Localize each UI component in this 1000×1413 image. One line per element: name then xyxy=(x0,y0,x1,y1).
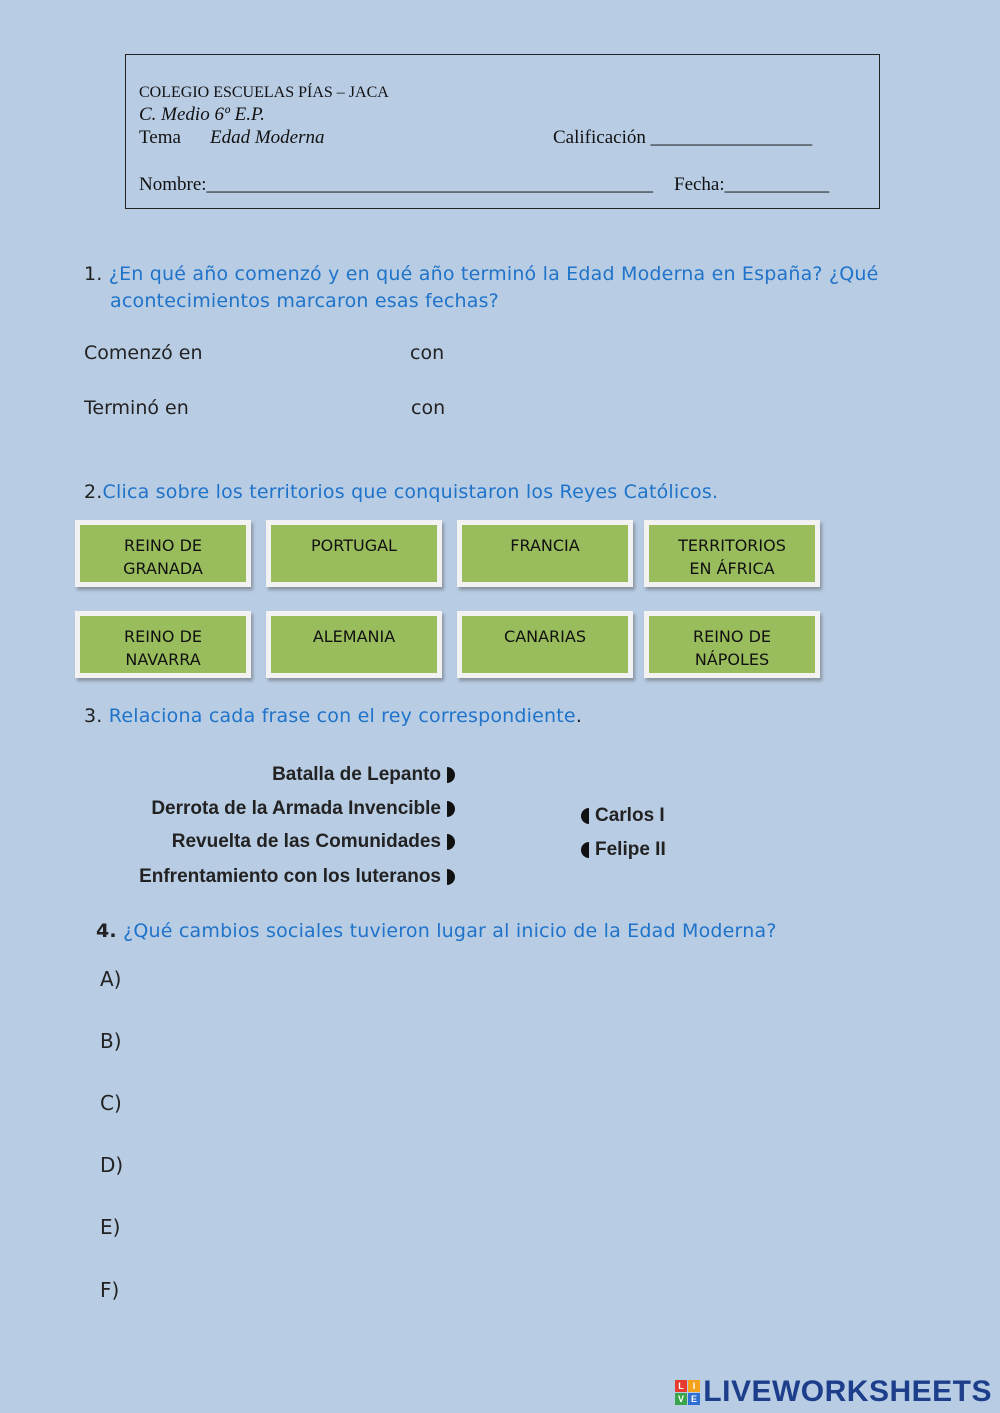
q1-question-line1: ¿En qué año comenzó y en qué año terminó la Edad Moderna en España? ¿Qué xyxy=(108,263,879,285)
match-connector-dot[interactable] xyxy=(447,834,455,850)
tile-label: REINO DE xyxy=(123,627,203,646)
tile-reino-de-granada[interactable] xyxy=(75,520,251,587)
match-item-comunidades xyxy=(172,831,455,853)
liveworksheets-logo-icon xyxy=(675,1380,700,1405)
logo-mark-letter: L xyxy=(675,1380,687,1392)
q2-question: Clica sobre los territorios que conquistaron los Reyes Católicos. xyxy=(102,481,719,503)
tema-value: Edad Moderna xyxy=(210,127,325,148)
tile-label: CANARIAS xyxy=(504,627,586,646)
answer-label-f: F) xyxy=(100,1278,120,1302)
calificacion-field: Calificación _________________ xyxy=(553,127,813,148)
match-left-label: Revuelta de las Comunidades xyxy=(171,831,441,852)
q1-question-line2: acontecimientos marcaron esas fechas? xyxy=(110,290,499,312)
tile-label: EN ÁFRICA xyxy=(689,559,775,578)
tile-label: NÁPOLES xyxy=(694,650,770,669)
tile-territorios-en-africa[interactable] xyxy=(644,520,820,587)
match-target-felipe xyxy=(581,839,666,861)
tile-label: PORTUGAL xyxy=(311,536,397,555)
q4-title xyxy=(96,920,777,942)
tile-label: NAVARRA xyxy=(125,650,201,669)
logo-text: LIVEWORKSHEETS xyxy=(703,1375,992,1408)
tile-canarias[interactable] xyxy=(457,611,633,678)
tile-label: GRANADA xyxy=(123,559,203,578)
match-connector-dot[interactable] xyxy=(447,767,455,783)
q3-period: . xyxy=(575,705,583,727)
q1-con-label-1: con xyxy=(410,342,445,364)
match-left-label: Derrota de la Armada Invencible xyxy=(151,798,441,819)
match-connector-dot[interactable] xyxy=(447,801,455,817)
q2-number: 2. xyxy=(84,481,103,503)
answer-label-e: E) xyxy=(100,1215,121,1239)
tile-reino-de-napoles[interactable] xyxy=(644,611,820,678)
tile-reino-de-navarra[interactable] xyxy=(75,611,251,678)
match-target-carlos xyxy=(581,805,665,827)
q1-termino-label: Terminó en xyxy=(84,397,189,419)
tile-label: FRANCIA xyxy=(510,536,580,555)
tema-label: Tema xyxy=(139,127,181,148)
q1-number: 1. xyxy=(84,263,103,285)
match-item-lepanto xyxy=(272,764,455,786)
liveworksheets-logo xyxy=(675,1375,992,1409)
match-right-label: Carlos I xyxy=(595,805,665,826)
q3-question: Relaciona cada frase con el rey correspondiente xyxy=(108,705,576,727)
q4-number: 4. xyxy=(96,920,117,942)
q1-comenzo-label: Comenzó en xyxy=(84,342,203,364)
nombre-field: Nombre:_______________________________________________ xyxy=(139,174,654,195)
match-item-luteranos xyxy=(139,866,455,888)
answer-label-b: B) xyxy=(100,1029,122,1053)
answer-label-c: C) xyxy=(100,1091,122,1115)
tile-portugal[interactable] xyxy=(266,520,442,587)
answer-label-a: A) xyxy=(100,967,122,991)
school-name: COLEGIO ESCUELAS PÍAS – JACA xyxy=(139,84,389,101)
match-right-label: Felipe II xyxy=(595,839,666,860)
match-connector-dot[interactable] xyxy=(581,808,589,824)
match-left-label: Batalla de Lepanto xyxy=(272,764,441,785)
q4-question: ¿Qué cambios sociales tuvieron lugar al inicio de la Edad Moderna? xyxy=(123,920,777,942)
match-item-armada xyxy=(151,798,455,820)
q1-con-label-2: con xyxy=(411,397,446,419)
match-connector-dot[interactable] xyxy=(581,842,589,858)
tile-francia[interactable] xyxy=(457,520,633,587)
tile-alemania[interactable] xyxy=(266,611,442,678)
logo-mark-letter: I xyxy=(688,1380,700,1392)
fecha-field: Fecha:___________ xyxy=(674,174,830,195)
tile-label: TERRITORIOS xyxy=(678,536,786,555)
answer-label-d: D) xyxy=(100,1153,124,1177)
q1-title xyxy=(84,263,879,285)
logo-mark-letter: V xyxy=(675,1393,687,1405)
match-left-label: Enfrentamiento con los luteranos xyxy=(139,866,441,887)
q3-number: 3. xyxy=(84,705,103,727)
tile-label: REINO DE xyxy=(123,536,203,555)
match-connector-dot[interactable] xyxy=(447,869,455,885)
course: C. Medio 6º E.P. xyxy=(139,104,265,125)
logo-mark-letter: E xyxy=(688,1393,700,1405)
tile-label: ALEMANIA xyxy=(312,627,396,646)
header-box xyxy=(125,54,880,209)
q3-title xyxy=(84,705,582,727)
q2-title xyxy=(84,481,718,503)
tile-label: REINO DE xyxy=(692,627,772,646)
